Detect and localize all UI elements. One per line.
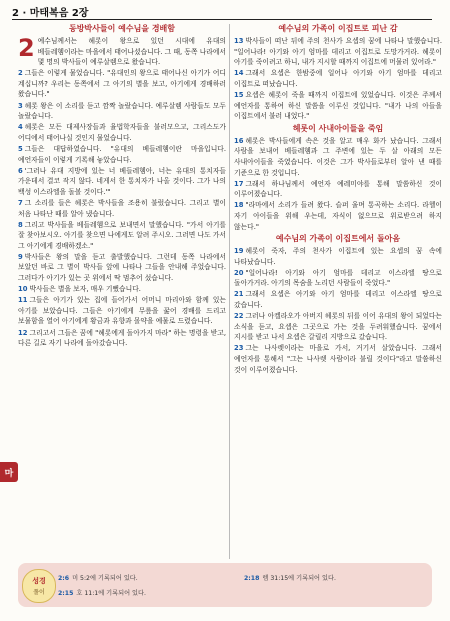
verse-number: 21 <box>234 290 244 299</box>
verse <box>234 311 442 343</box>
right-column <box>234 22 442 376</box>
footnote-ref[interactable]: 2:15 <box>58 590 74 597</box>
book-side-tab[interactable]: 마 <box>0 462 18 482</box>
verse <box>18 36 226 68</box>
chapter-number-dropcap: 2 <box>18 34 35 62</box>
column-divider <box>229 24 230 559</box>
footnote-badge-icon <box>22 569 56 603</box>
verse <box>234 179 442 200</box>
verse <box>18 166 226 198</box>
verse-text: 박사들은 별을 보자, 매우 기뻤습니다. <box>29 285 141 294</box>
verse <box>234 36 442 68</box>
verse-number: 3 <box>18 101 23 110</box>
badge-label-bottom: 풀이 <box>33 589 45 596</box>
verse <box>234 289 442 310</box>
verse-text: 그러나 아켈라오가 아버지 헤롯의 뒤를 이어 유대의 왕이 되었다는 소식을 듣고, 요셉은 그곳으로 가는 것을 두려워했습니다. 꿈에서 지시를 받고 나서 요셉은 갈릴리 지방으로 갔습니다. <box>234 312 442 342</box>
verse <box>18 220 226 252</box>
footnote-text: 호 11:1에 기록되어 있다. <box>76 590 146 597</box>
verse <box>234 200 442 232</box>
verse-text: 헤롯이 죽자, 주의 천사가 이집트에 있는 요셉의 꿈 속에 나타났습니다. <box>234 247 442 266</box>
verse-number: 12 <box>18 328 28 337</box>
verse-number: 20 <box>234 268 244 277</box>
verse-block <box>234 246 442 375</box>
verse <box>18 198 226 219</box>
badge-label-top: 성경 <box>32 577 46 585</box>
verse-number: 9 <box>18 252 23 261</box>
verse <box>18 284 226 295</box>
verse <box>18 328 226 349</box>
verse-number: 11 <box>18 296 28 305</box>
verse-text: 헤롯은 박사들에게 속은 것을 알고 매우 화가 났습니다. 그래서 사람을 보내어 베들레헴과 그 주변에 있는 두 살 아래의 모든 사내아이들을 죽였습니다. 이것은 그가 박사들로부터 알아 낸 때를 기준으로 한 것입니다. <box>234 136 442 177</box>
verse-text: "일어나라! 아기와 아기 엄마를 데리고 이스라엘 땅으로 돌아가거라. 아기의 목숨을 노리던 사람들이 죽었다." <box>234 268 442 288</box>
footnote-ref[interactable]: 2:18 <box>244 575 260 582</box>
verse-number: 5 <box>18 144 23 153</box>
verse-text: '그러나 유대 지방에 있는 너 베들레헴아, 너는 유대의 통치자들 가운데서 결코 작지 않다. 네게서 한 통치자가 나올 것이다. 그가 나의 백성 이스라엘을 돌볼 것이다.'" <box>18 166 226 196</box>
verse <box>18 101 226 122</box>
footnote-box <box>18 563 432 607</box>
section-heading: 동방박사들이 예수님을 경배함 <box>68 24 176 33</box>
verse <box>234 136 442 178</box>
footnote-text: 미 5:2에 기록되어 있다. <box>72 575 138 582</box>
verse-text: 그들은 대답하였습니다. "유대의 베들레헴이란 마을입니다. 예언자들이 이렇게 기록해 놓았습니다. <box>18 144 226 164</box>
section-heading: 헤롯이 사내아이들을 죽임 <box>292 123 384 133</box>
verse-text: 그는 나사렛이라는 마을로 가서, 거기서 살았습니다. 그래서 예언자를 통해서 "그는 나사렛 사람이라 불릴 것이다"라고 말씀하신 것이 이루어졌습니다. <box>234 344 442 374</box>
verse-text: 그들은 이렇게 물었습니다. "유대인의 왕으로 태어나신 아기가 어디 계십니까? 우리는 동쪽에서 그 아기의 별을 보고, 아기에게 경배하러 왔습니다." <box>18 69 226 99</box>
verse-number: 13 <box>234 37 244 45</box>
verse-text: 박사들이 떠난 뒤에 주의 천사가 요셉의 꿈에 나타나 말했습니다. "일어나라! 아기와 아기 엄마를 데리고 이집트로 도망가거라. 헤롯이 아기를 죽이려고 하니, 내가 지시할 때까지 이집트에 머물러 있어라." <box>234 37 442 67</box>
footnote-item <box>244 573 336 582</box>
verse-number: 6 <box>18 166 23 175</box>
verse-text: 그 소리를 들은 헤롯은 박사들을 조용히 불렀습니다. 그리고 별이 처음 나타난 때를 알아 냈습니다. <box>18 198 226 218</box>
header-rule <box>12 19 432 20</box>
verse-text: 헤롯은 모든 대제사장들과 율법학자들을 불러모으고, 그리스도가 어디에서 태어나실 것인지 물었습니다. <box>18 123 226 142</box>
verse-text: 그래서 요셉은 한밤중에 일어나 아기와 아기 엄마를 데리고 이집트로 떠났습니다. <box>234 69 442 88</box>
verse <box>18 144 226 165</box>
left-verse-list <box>18 36 226 349</box>
footnote-item <box>58 573 138 582</box>
verse-text: 그리고 박사들을 베들레헴으로 보내면서 말했습니다. "가서 아기를 잘 찾아보시오. 아기를 찾으면 나에게도 알려 주시오. 그러면 나도 가서 그 아기에게 경배하겠소." <box>18 220 226 250</box>
verse-text: 그래서 하나님께서 예언자 예레미야를 통해 말씀하신 것이 이루어졌습니다. <box>234 179 442 199</box>
section-heading: 예수님의 가족이 이집트로 피난 감 <box>278 24 398 33</box>
verse-number: 17 <box>234 179 244 188</box>
verse-text: 요셉은 헤롯이 죽을 때까지 이집트에 있었습니다. 이것은 주께서 예언자를 통하여 하신 말씀을 이루신 것입니다. "내가 나의 아들을 이집트에서 불러 내었다." <box>234 90 442 121</box>
verse <box>234 343 442 375</box>
verse-text: "라마에서 소리가 들려 왔다. 슬퍼 울며 통곡하는 소리다. 라헬이 자기 아이들을 위해 우는데, 자식이 없으므로 위로받으려 하지 않는다." <box>234 201 442 231</box>
footnote-item <box>58 588 146 597</box>
verse <box>234 90 442 122</box>
verse <box>18 122 226 143</box>
verse-number: 14 <box>234 69 244 78</box>
verse <box>234 268 442 289</box>
section-heading: 예수님의 가족이 이집트에서 돌아옴 <box>275 234 401 244</box>
verse-text: 그래서 요셉은 아기와 아기 엄마를 데리고 이스라엘 땅으로 갔습니다. <box>234 290 442 310</box>
verse-block <box>234 136 442 232</box>
verse <box>234 246 442 267</box>
verse-number: 22 <box>234 312 244 321</box>
chapter-title: 2 · 마태복음 2장 <box>12 8 89 19</box>
verse-text: 박사들은 왕의 말을 듣고 출발했습니다. 그런데 동쪽 나라에서 보았던 바로 그 별이 박사들 앞에 나타나 그들을 안내해 주었습니다. 그러다가 아기가 있는 곳 위에서 딱 멈추어 섰습니다. <box>18 252 226 283</box>
verse-number: 10 <box>18 285 28 294</box>
verse-number: 4 <box>18 123 23 132</box>
verse-block <box>234 36 442 122</box>
page-header <box>12 4 432 18</box>
verse-number: 23 <box>234 344 244 353</box>
verse-text: 헤롯 왕은 이 소리를 듣고 깜짝 놀랐습니다. 예루살렘 사람들도 모두 놀랐습니다. <box>18 101 226 121</box>
verse-number: 16 <box>234 136 244 145</box>
verse-number: 15 <box>234 90 244 99</box>
verse <box>18 252 226 284</box>
verse-number: 8 <box>18 220 23 229</box>
verse <box>18 68 226 100</box>
verse <box>234 68 442 89</box>
verse-number: 2 <box>18 69 23 78</box>
verse-text: 예수님께서는 헤롯이 왕으로 있던 시대에 유대의 베들레헴이라는 마을에서 태어나셨습니다. 그 때, 동쪽 나라에서 몇 명의 박사들이 예루살렘으로 왔습니다. <box>37 37 226 67</box>
left-column <box>18 22 226 349</box>
footnote-text: 렘 31:15에 기록되어 있다. <box>262 575 336 582</box>
verse-text: 그들은 아기가 있는 집에 들어가서 어머니 마리아와 함께 있는 아기를 보았습니다. 그들은 아기에게 무릎을 꿇어 경배를 드리고 보물함을 열어 아기에게 황금과 유향과 몰약을 예물로 드렸습니다. <box>18 296 226 326</box>
footnote-ref[interactable]: 2:6 <box>58 575 70 582</box>
verse-text: 그리고서 그들은 꿈에 "헤롯에게 돌아가지 마라" 하는 명령을 받고, 다른 길로 자기 나라에 돌아갔습니다. <box>18 328 226 348</box>
verse <box>18 295 226 327</box>
verse-number: 19 <box>234 247 244 256</box>
verse-number: 7 <box>18 198 23 207</box>
verse-number: 18 <box>234 201 244 210</box>
